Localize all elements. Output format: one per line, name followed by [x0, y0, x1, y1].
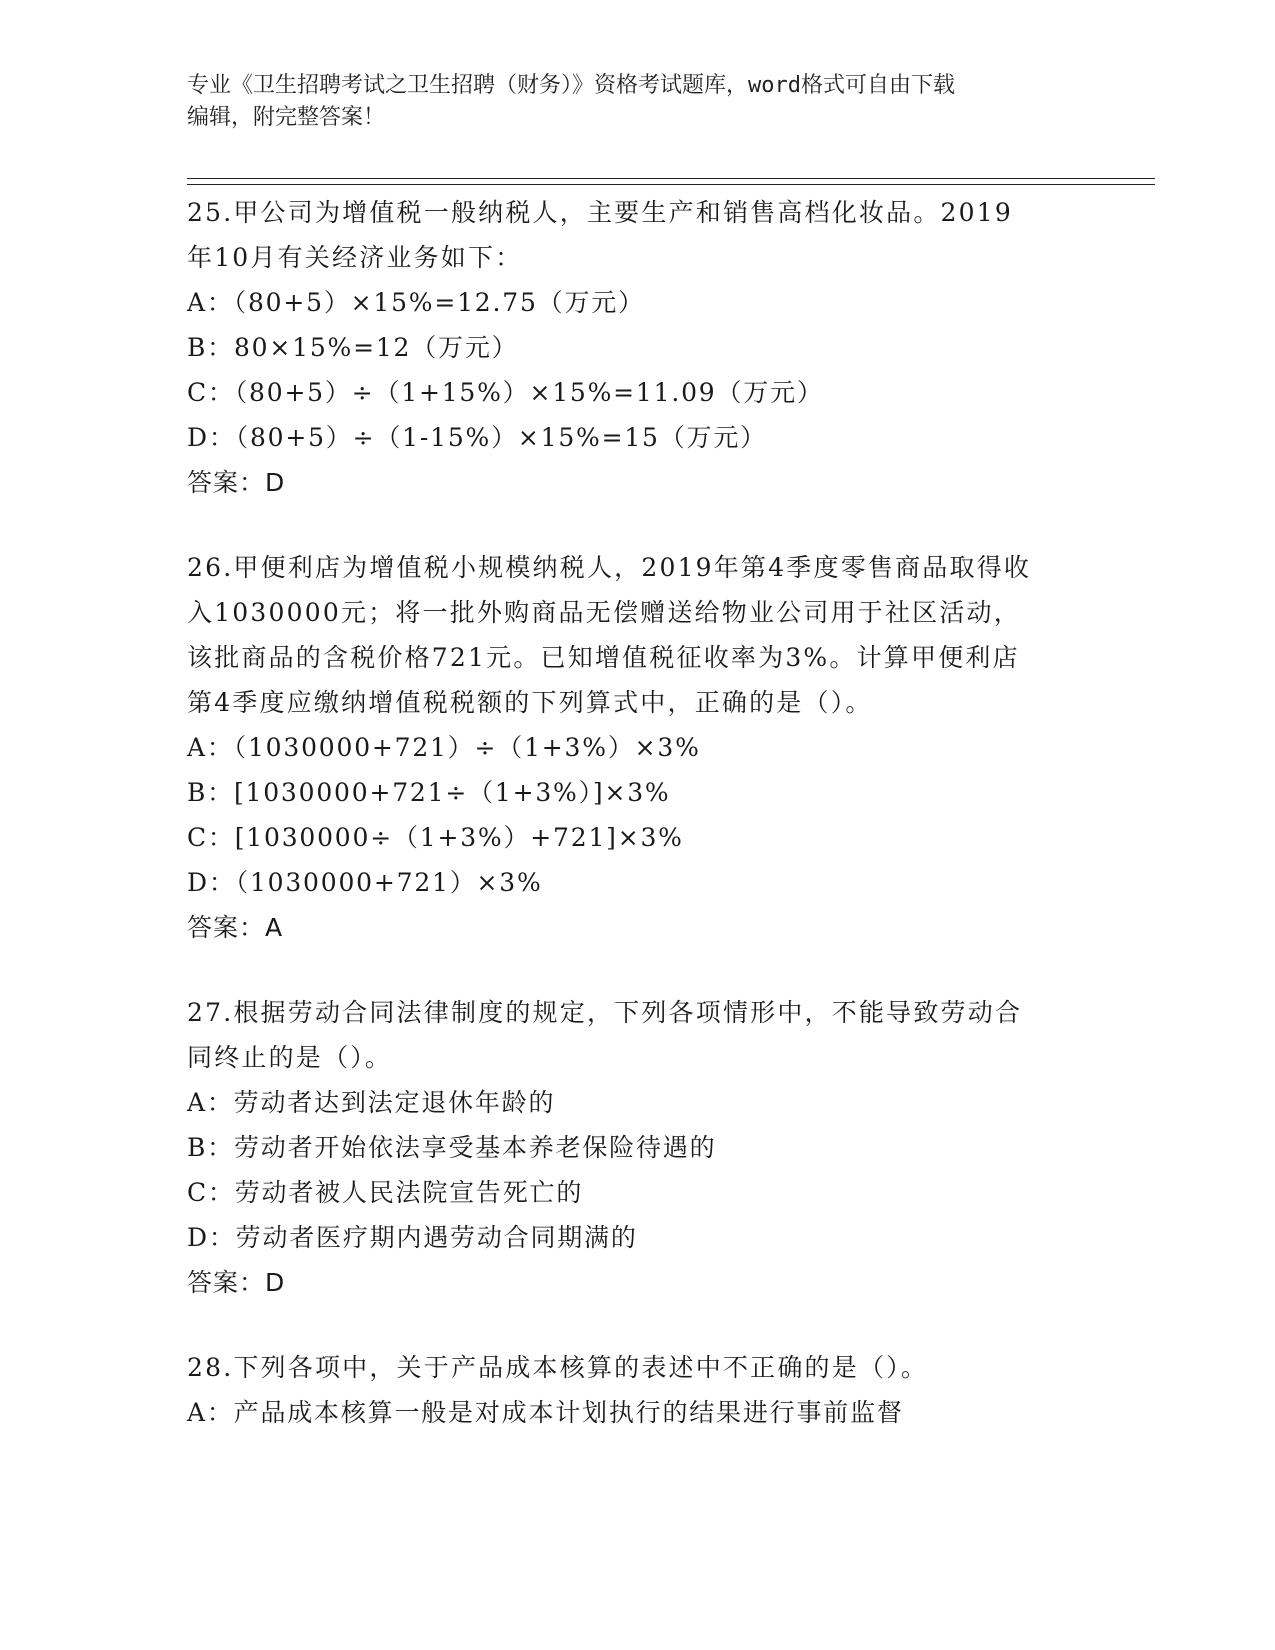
question-stem: 27.根据劳动合同法律制度的规定，下列各项情形中，不能导致劳动合 同终止的是（）。: [187, 998, 1023, 1072]
question-28: [187, 1345, 1087, 1435]
header-divider-bottom: [187, 184, 1155, 185]
option-d: D：劳动者医疗期内遇劳动合同期满的: [187, 1223, 638, 1252]
option-b: B：[1030000+721÷（1+3%）]×3%: [187, 778, 671, 807]
option-b: B：劳动者开始依法享受基本养老保险待遇的: [187, 1133, 717, 1162]
answer-line: 答案：D: [187, 1268, 286, 1297]
question-stem: 25.甲公司为增值税一般纳税人，主要生产和销售高档化妆品。2019 年10月有关经济业务如下：: [187, 198, 1013, 272]
option-d: D：（1030000+721）×3%: [187, 868, 543, 897]
document-header: 专业《卫生招聘考试之卫生招聘（财务）》资格考试题库，word格式可自由下载 编辑，附完整答案！: [187, 73, 955, 130]
option-a: A：产品成本核算一般是对成本计划执行的结果进行事前监督: [187, 1398, 904, 1427]
option-a: A：劳动者达到法定退休年龄的: [187, 1088, 556, 1117]
option-a: A：（1030000+721）÷（1+3%）×3%: [187, 733, 701, 762]
question-27: [187, 990, 1087, 1305]
option-c: C：劳动者被人民法院宣告死亡的: [187, 1178, 584, 1207]
question-stem: 28.下列各项中，关于产品成本核算的表述中不正确的是（）。: [187, 1353, 929, 1382]
question-25: [187, 190, 1087, 505]
question-list: [187, 190, 1087, 1475]
option-d: D：（80+5）÷（1-15%）×15%=15（万元）: [187, 423, 767, 452]
option-c: C：[1030000÷（1+3%）+721]×3%: [187, 823, 684, 852]
question-26: [187, 545, 1087, 950]
option-c: C：（80+5）÷（1+15%）×15%=11.09（万元）: [187, 378, 824, 407]
header-divider-top: [187, 178, 1155, 179]
option-a: A：（80+5）×15%=12.75（万元）: [187, 288, 645, 317]
option-b: B：80×15%=12（万元）: [187, 333, 519, 362]
answer-line: 答案：D: [187, 468, 286, 497]
answer-line: 答案：A: [187, 913, 284, 942]
question-stem: 26.甲便利店为增值税小规模纳税人，2019年第4季度零售商品取得收 入1030000元；将一批外购商品无偿赠送给物业公司用于社区活动， 该批商品的含税价格721元。已知增值税征收率为3%。计算甲便利店 第4季度应缴纳增值税税额的下列算式中，正确的是（）。: [187, 553, 1032, 717]
